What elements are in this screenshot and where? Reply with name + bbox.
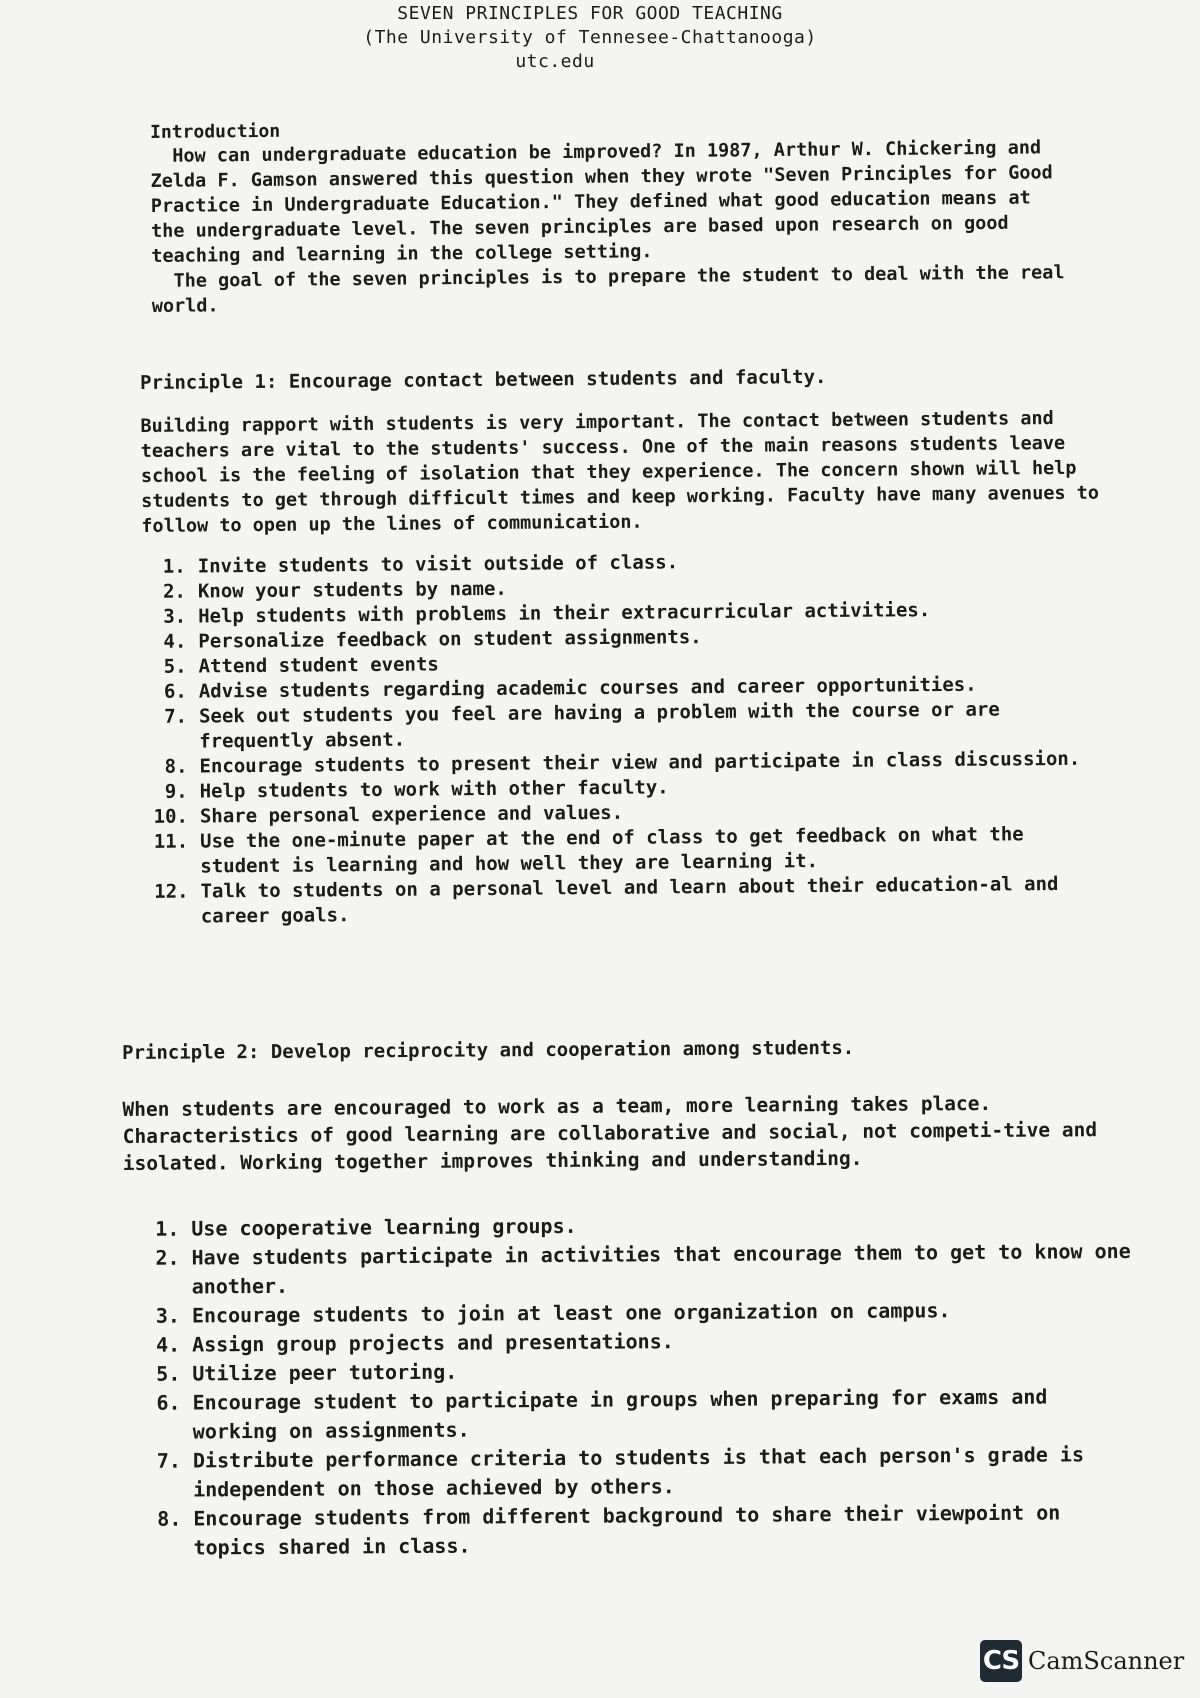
list-item-number: 7.: [164, 705, 188, 728]
camscanner-watermark: [980, 1640, 1184, 1682]
list-item-text: Invite students to visit outside of class.: [197, 551, 679, 578]
list-item-text: Help students to work with other faculty.: [199, 776, 669, 803]
principle-2-list: [135, 1208, 1135, 1563]
introduction-paragraph: How can undergraduate education be improved? In 1987, Arthur W. Chickering and Zelda F. Gamson answered this question when they wrote "Seven Principles for Good Practice in Undergraduate Education." They defined what good education means at the undergraduate level. The seven principles are based upon research on good teaching and learning in the college setting.: [150, 137, 1053, 267]
document-title: SEVEN PRINCIPLES FOR GOOD TEACHING: [397, 3, 783, 24]
list-item-number: 6.: [163, 680, 187, 703]
camscanner-name: CamScanner: [1028, 1647, 1185, 1675]
principle-2-section: [122, 1033, 1136, 1563]
list-item-text: Seek out students you feel are having a problem with the course or are frequently absent.: [198, 698, 1000, 753]
list-item-number: 3.: [163, 605, 187, 628]
introduction-section: [150, 113, 1072, 319]
list-item: [135, 1237, 1133, 1302]
principle-1-paragraph: Building rapport with students is very important. The contact between students and teachers are vital to the students' success. One of the main reasons students leave school is the feeling of isolation that they experience. The concern shown will help students to get through difficult times and keep working. Faculty have many avenues to follow to open up the lines of communication.: [140, 408, 1100, 537]
principle-2-paragraph: When students are encouraged to work as a team, more learning takes place. Characteristics of good learning are collaborative and social, not competi-tive and isolated. Working together improves thinking and understanding.: [122, 1091, 1098, 1175]
list-item: [143, 697, 1103, 755]
list-item-text: Encourage students from different background to share their viewpoint on topics shared in class.: [193, 1500, 1061, 1560]
list-item-text: Talk to students on a personal level and learn about their education-al and career goals.: [200, 873, 1059, 928]
list-item-number: 5.: [163, 655, 187, 678]
list-item-text: Encourage students to join at least one organization on campus.: [191, 1298, 951, 1328]
list-item-number: 4.: [155, 1332, 181, 1357]
list-item-number: 1.: [155, 1216, 180, 1241]
list-item-text: Advise students regarding academic courses and career opportunities.: [198, 673, 977, 703]
introduction-goal-paragraph: The goal of the seven principles is to prepare the student to deal with the real world.: [151, 262, 1065, 317]
list-item-number: 7.: [156, 1448, 182, 1473]
list-item: [137, 1498, 1135, 1563]
document-header: [0, 2, 1200, 74]
list-item-text: Use cooperative learning groups.: [191, 1213, 577, 1241]
list-item-text: Attend student events: [198, 653, 439, 678]
list-item-text: Assign group projects and presentations.: [192, 1329, 674, 1357]
list-item-text: Know your students by name.: [197, 577, 507, 603]
list-item-text: Encourage students to present their view and participate in class discussion.: [199, 747, 1081, 778]
list-item-text: Personalize feedback on student assignments.: [198, 626, 702, 653]
principle-1-heading: Principle 1: Encourage contact between students and faculty.: [140, 366, 827, 394]
list-item-text: Encourage student to participate in groups when preparing for exams and working on assignments.: [192, 1384, 1048, 1444]
document-site: utc.edu: [515, 51, 595, 72]
list-item-number: 6.: [156, 1390, 181, 1415]
list-item: [136, 1382, 1134, 1447]
list-item-number: 8.: [157, 1506, 182, 1531]
principle-1-list: [142, 547, 1105, 930]
list-item-number: 5.: [156, 1361, 181, 1386]
list-item-number: 4.: [163, 630, 187, 653]
list-item-number: 2.: [155, 1245, 180, 1270]
list-item-text: Use the one-minute paper at the end of class to get feedback on what the student is learning and how well they are learning it.: [200, 823, 1024, 878]
principle-1-section: [140, 362, 1105, 930]
list-item-number: 2.: [162, 580, 187, 603]
list-item-number: 12.: [154, 880, 189, 903]
list-item-text: Utilize peer tutoring.: [192, 1359, 458, 1386]
list-item-number: 11.: [153, 830, 189, 853]
list-item-number: 8.: [164, 755, 188, 778]
list-item-text: Have students participate in activities that encourage them to get to know one another.: [191, 1238, 1131, 1299]
introduction-heading: Introduction: [150, 120, 281, 143]
list-item-number: 10.: [153, 805, 188, 828]
list-item-number: 3.: [155, 1303, 181, 1328]
camscanner-logo-icon: CS: [980, 1640, 1022, 1682]
document-source: (The University of Tennesee-Chattanooga): [363, 27, 817, 48]
list-item: [144, 872, 1104, 930]
list-item-text: Distribute performance criteria to students is that each person's grade is independent on those achieved by others.: [192, 1442, 1085, 1502]
principle-2-heading: Principle 2: Develop reciprocity and cooperation among students.: [122, 1036, 855, 1064]
list-item-text: Share personal experience and values.: [199, 801, 624, 828]
list-item-number: 1.: [162, 555, 186, 578]
list-item: [137, 1440, 1135, 1505]
list-item-number: 9.: [164, 780, 188, 803]
list-item: [144, 822, 1104, 880]
list-item-text: Help students with problems in their extracurricular activities.: [198, 599, 931, 628]
